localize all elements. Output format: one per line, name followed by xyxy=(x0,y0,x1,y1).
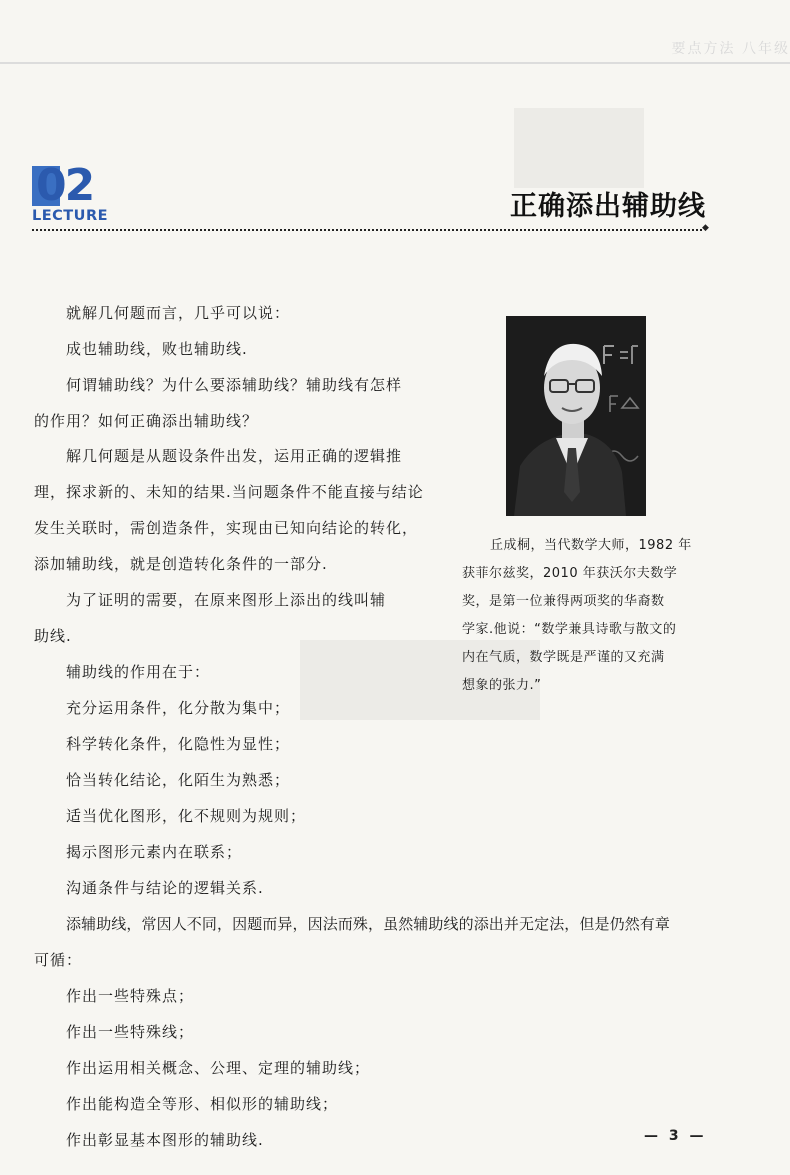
header-tab: 要点方法 八年级 xyxy=(671,41,790,57)
paragraph-line: 作出运用相关概念、公理、定理的辅助线； xyxy=(66,1059,371,1077)
header-rule xyxy=(0,62,790,64)
portrait-photo xyxy=(506,316,646,516)
photo-caption-line: 奖，是第一位兼得两项奖的华裔数 xyxy=(462,594,665,609)
paragraph-line: 成也辅助线，败也辅助线. xyxy=(66,340,248,358)
paragraph-line: 可循： xyxy=(34,951,83,969)
paragraph-line: 发生关联时，需创造条件，实现由已知向结论的转化， xyxy=(34,519,419,537)
paragraph-line: 恰当转化结论，化陌生为熟悉； xyxy=(66,771,291,789)
lecture-number: 02 xyxy=(36,160,94,211)
title-rule-end-mark: ◆ xyxy=(702,223,709,233)
photo-caption-line: 内在气质，数学既是严谨的又充满 xyxy=(462,650,665,665)
paragraph-line: 科学转化条件，化隐性为显性； xyxy=(66,735,291,753)
lecture-badge xyxy=(32,160,112,224)
page-number: — 3 — xyxy=(644,1128,707,1144)
paragraph-line: 充分运用条件，化分散为集中； xyxy=(66,699,291,717)
paragraph-line: 就解几何题而言，几乎可以说： xyxy=(66,304,291,322)
paragraph-line: 作出一些特殊线； xyxy=(66,1023,195,1041)
paragraph-line: 助线. xyxy=(34,627,72,645)
paragraph-line: 何谓辅助线？为什么要添辅助线？辅助线有怎样 xyxy=(66,376,403,394)
paragraph-line: 为了证明的需要，在原来图形上添出的线叫辅 xyxy=(66,591,387,609)
paragraph-line: 作出彰显基本图形的辅助线. xyxy=(66,1131,264,1149)
portrait-illustration xyxy=(506,316,646,516)
lecture-label: LECTURE xyxy=(32,208,109,224)
paragraph-line: 适当优化图形，化不规则为规则； xyxy=(66,807,307,825)
paragraph-line: 添辅助线，常因人不同，因题而异，因法而殊，虽然辅助线的添出并无定法，但是仍然有章 xyxy=(66,915,671,933)
photo-caption-line: 获菲尔兹奖，2010 年获沃尔夫数学 xyxy=(462,566,678,581)
photo-caption-line: 想象的张力.” xyxy=(462,678,542,693)
chapter-title: 正确添出辅助线 xyxy=(510,191,706,222)
paragraph-line: 添加辅助线，就是创造转化条件的一部分. xyxy=(34,555,328,573)
paragraph-line: 作出能构造全等形、相似形的辅助线； xyxy=(66,1095,339,1113)
bleed-through-block xyxy=(514,108,644,188)
paragraph-line: 揭示图形元素内在联系； xyxy=(66,843,243,861)
paragraph-line: 沟通条件与结论的逻辑关系. xyxy=(66,879,264,897)
paragraph-line: 解几何题是从题设条件出发，运用正确的逻辑推 xyxy=(66,447,403,465)
paragraph-line: 的作用？如何正确添出辅助线？ xyxy=(34,412,259,430)
photo-caption-line: 丘成桐，当代数学大师，1982 年 xyxy=(490,538,692,553)
paragraph-line: 理，探求新的、未知的结果.当问题条件不能直接与结论 xyxy=(34,483,424,501)
paragraph-line: 作出一些特殊点； xyxy=(66,987,195,1005)
title-dotted-rule xyxy=(32,229,702,231)
paragraph-line: 辅助线的作用在于： xyxy=(66,663,211,681)
photo-caption-line: 学家.他说：“数学兼具诗歌与散文的 xyxy=(462,622,677,637)
